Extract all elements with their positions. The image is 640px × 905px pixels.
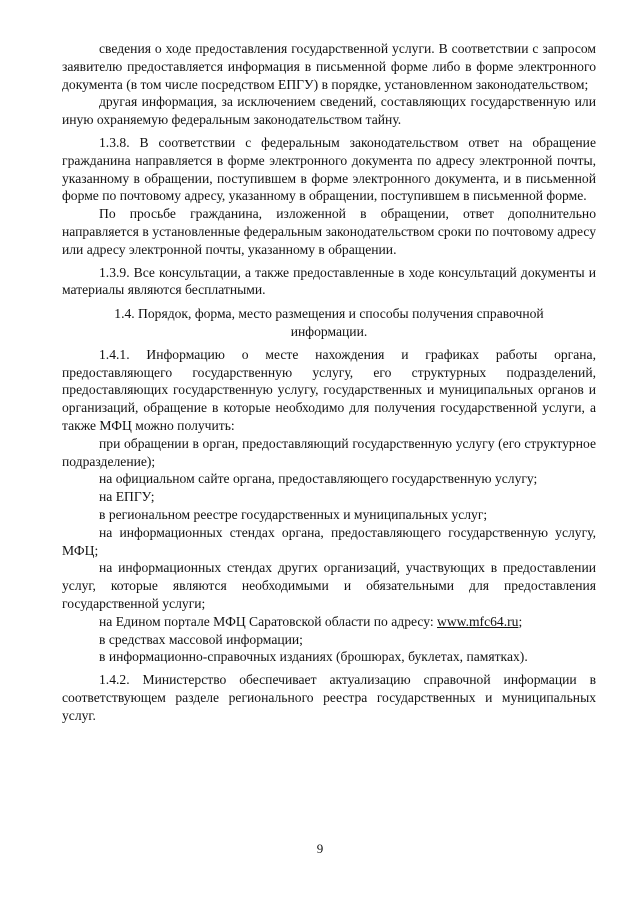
list-item-mass-media: в средствах массовой информации; (99, 631, 303, 647)
paragraph-other-info: другая информация, за исключением сведений, составляющих государственную или иную охраняемую федеральным законодательством тайну. (62, 94, 596, 128)
paragraph-request-info: сведения о ходе предоставления государственной услуги. В соответствии с запросом заявителю предоставляется информация в письменной форме либо в форме электронного документа (в том числе посредством ЕПГУ) в порядке, установленном законодательством; (62, 41, 596, 92)
document-page (62, 40, 596, 724)
list-item-organ-visit: при обращении в орган, предоставляющий государственную услугу (его структурное подразделение); (62, 435, 596, 469)
mfc-portal-prefix: на Едином портале МФЦ Саратовской области по адресу: (99, 613, 438, 629)
paragraph-citizen-request: По просьбе гражданина, изложенной в обращении, ответ дополнительно направляется в установленные федеральным законодательством сроки по почтовому адресу или адресу электронной почты, указанному в обращении. (62, 206, 596, 257)
paragraph-1-4-2: 1.4.2. Министерство обеспечивает актуализацию справочной информации в соответствующем разделе регионального реестра государственных и муниципальных услуг. (62, 672, 596, 723)
mfc-portal-link[interactable]: www.mfc64.ru (437, 613, 519, 629)
section-heading-1-4: 1.4. Порядок, форма, место размещения и способы получения справочной информации. (114, 306, 544, 339)
list-item-epgu: на ЕПГУ; (99, 489, 155, 505)
paragraph-1-4-1: 1.4.1. Информацию о месте нахождения и графиках работы органа, предоставляющего государственную услугу, его структурных подразделений, предоставляющих государственную услугу, государственных и муниципальных органов и организаций, обращение в которые необходимо для получения государственной услуги, а также МФЦ можно получить: (62, 346, 596, 433)
paragraph-1-3-9: 1.3.9. Все консультации, а также предоставленные в ходе консультаций документы и материалы являются бесплатными. (62, 264, 596, 298)
list-item-regional-registry: в региональном реестре государственных и муниципальных услуг; (99, 506, 488, 522)
mfc-portal-suffix: ; (518, 613, 523, 629)
list-item-official-site: на официальном сайте органа, предоставляющего государственную услугу; (99, 471, 538, 487)
list-item-other-stands: на информационных стендах других организаций, участвующих в предоставлении услуг, которые являются необходимыми и обязательными для предоставления государственной услуги; (62, 560, 596, 611)
list-item-mfc-portal (62, 613, 596, 631)
page-number: 9 (316, 841, 324, 856)
list-item-organ-stands: на информационных стендах органа, предоставляющего государственную услугу, МФЦ; (62, 524, 596, 558)
paragraph-1-3-8: 1.3.8. В соответствии с федеральным законодательством ответ на обращение гражданина направляется в форме электронного документа по адресу электронной почты, указанному в обращении, поступившем в форме электронного документа, и в письменной форме по почтовому адресу, указанному в обращении, поступившем в письменной форме. (62, 134, 596, 204)
list-item-reference-publications: в информационно-справочных изданиях (брошюрах, буклетах, памятках). (99, 649, 528, 665)
